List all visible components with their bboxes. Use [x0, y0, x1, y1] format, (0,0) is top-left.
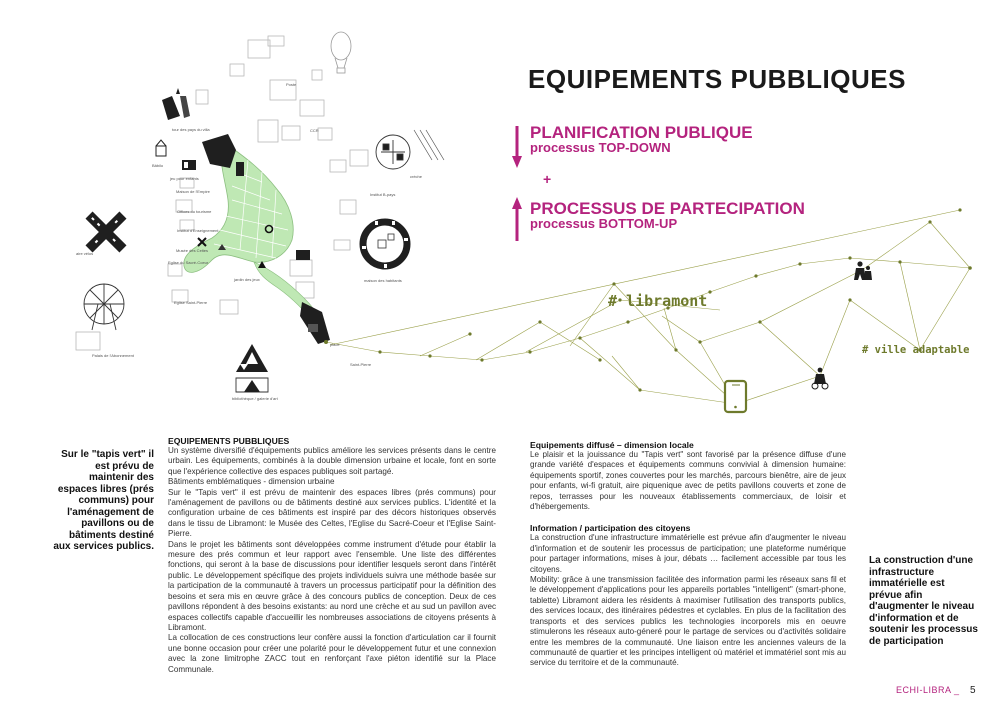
map-label-maison-h: maison des habitants: [364, 278, 402, 283]
map-label-jardin: jardin des jeux: [234, 277, 260, 282]
map-label-palais: Palais de l'Abonnement: [92, 353, 134, 358]
bench-icon: [414, 130, 444, 160]
arrow-down-icon: [512, 126, 522, 173]
people-icon: [854, 261, 872, 280]
map-label-tour: tour des pays du villa: [172, 127, 210, 132]
map-label-saint-pierre: Saint-Pierre: [350, 362, 372, 367]
creche-icon: [376, 135, 410, 169]
col1-heading: EQUIPEMENTS PUBBLIQUES: [168, 436, 290, 446]
bibliotheque-icon: [236, 344, 268, 392]
top-down-heading: PLANIFICATION PUBLIQUE: [530, 123, 753, 142]
map-label-eglise-sc: Eglise du Sacré-Coeur: [168, 260, 209, 265]
map-label-institut-b: Institut B-pays: [370, 192, 396, 197]
column-diffuse: [530, 440, 846, 669]
babilo-icon: [156, 140, 166, 156]
top-down-block: [530, 124, 753, 155]
smartphone-icon: [725, 381, 746, 412]
map-label-poste: Poste: [286, 82, 297, 87]
col2-heading-information: Information / participation des citoyens: [530, 523, 691, 534]
col2-paragraph: Le plaisir et la jouissance du "Tapis vert" sont favorisé par la présence diffuse d'une grande variété d'espaces et équipements communs convivial à dimension humaine: équipements sportif, zones couvertes pour les marchés, parcours bienêtre, aire de jeux pour enfants, wi-fi gratuit, aire piquenique avec de petits pavillons couverts et zone de repos, terrasses pour les nouveaux établissements commerciaux, de loisir et d'hébergements.: [530, 450, 846, 512]
map-label-eglise-sp: Eglise Saint-Pierre: [174, 300, 208, 305]
building-footprints: [76, 36, 368, 350]
top-down-sub: processus TOP-DOWN: [530, 140, 671, 155]
map-label-jeu: jeu pour enfants: [170, 176, 199, 181]
col1-paragraph: Dans le projet les bâtiments sont développées comme instrument d'étude pour établir la mesure des prés commun et leur rapport avec l'ensemble. Une liste des différentes fonctions, qui seront à la base de discussions pour identifier lesquels seront dans l'intérêt public. Le développement spécifique des projets individuels suivra une méthode basée sur la participation de la communauté à travers un processus participatif pour la définition des besoins et sera mis en œuvre grâce à des concours publics de conception. Deux de ces pavillons répondent à des besoins existants: au nord une crèche et au sud un pavillon avec espaces collectifs capable d'accueillir les nombreuses associations de citoyens présents à Libramont.: [168, 539, 496, 632]
map-label-musee: Musée des Celtes: [176, 248, 209, 253]
map-label-ccr: CCR: [310, 128, 319, 133]
arrow-up-icon: [512, 197, 522, 246]
col2-paragraph: Mobility: grâce à une transmission facilitée des information parmi les réseaux sans fil et le développement d'applications pour les appareils portables "intelligent" (smart-phone, tablette) Libramont aidera les résidents à maximiser l'utilisation des transports publics, des services locaux, des itinéraires pédestres et cyclables. En plus de la facilitation des transports et des services publics les technologies incorporels mis en oeuvre stimulerons les réseaux auto-géneré pour le partage de services ou d'activités solidaire entre les membres de la communauté. Une liaison entre les anciennes valeurs de la communauté de quartier et les principes intelligent où matériel et immatériel sont mis au service du territoire et de la communauté.: [530, 575, 846, 668]
col1-paragraph: La collocation de ces constructions leur confère aussi la fonction d'articulation car il fournit une bonne occasion pour créer une polarité pour le développement futur et une connexion avec la zone limitrophe ZACC tout en renforçant l'axe piéton identifié sur la Place Communale.: [168, 633, 496, 674]
bottom-up-heading: PROCESSUS DE PARTECIPATION: [530, 199, 805, 218]
tag-libramont: # libramont: [608, 292, 708, 310]
maison-habitants-icon: [362, 221, 408, 268]
footer-label: ECHI-LIBRA _: [896, 685, 960, 695]
map-label-aire-velos: aire vélos: [76, 251, 94, 256]
col2-paragraph: La construction d'une infrastructure immatérielle est prévue afin d'augmenter le niveau d'information et de soutenir les processus de participation; une plateforme numérique pour partager informations, mises à jour, débats … facilement accessible par tous les citoyens.: [530, 533, 846, 574]
left-sidenote: Sur le "tapis vert" il est prévu de maintenir des espaces libres (prés communs) pour l'aménagement de pavillons ou de bâtiments destiné aux services publics.: [53, 449, 154, 552]
col1-paragraph: Un système diversifié d'équipements publics améliore les services présents dans le centre urbain. Les équipements, combinés à la double dimension urbaine et locale, font en sorte que l'expérience collective des espaces publiques soit partagé.: [168, 446, 496, 476]
map-label-creche: crèche: [410, 174, 423, 179]
map-label-maison: Maison de l'Empire: [176, 189, 210, 194]
col2-heading-diffuse: Equipements diffusé – dimension locale: [530, 440, 694, 450]
playground-icon: [182, 160, 196, 170]
map-label-babilo: Bâbilo: [152, 163, 164, 168]
map-label-institut: Institut d'Enseignement: [177, 228, 219, 233]
page-title: EQUIPEMENTS PUBBLIQUES: [528, 64, 906, 94]
col1-paragraph: Sur le "Tapis vert" il est prévu de maintenir des espaces libres (prés communs) pour l'aménagement de pavillons ou de bâtiments destiné aux services publics. L'identité et la configuration urbaine de ces bâtiments est inspiré par des décors historiques observés dans le tissu de Libramont: le Musée des Celtes, l'Eglise du Sacré-Coeur et l'Eglise Saint-Pierre.: [168, 487, 496, 539]
page-number: 5: [969, 685, 976, 696]
bottom-up-sub: processus BOTTOM-UP: [530, 216, 678, 231]
column-equipements: [168, 436, 496, 675]
map-label-place: place: [330, 342, 340, 347]
ferris-wheel-icon: [84, 284, 124, 330]
right-sidenote: La construction d'une infrastructure immatérielle est prévue afin d'augmenter le niveau d'information et de soutenir les processus de participation: [869, 555, 978, 647]
balloon-icon: [331, 32, 351, 73]
tower-icon: [162, 88, 190, 120]
col1-paragraph: Bâtiments emblématiques - dimension urbaine: [168, 477, 335, 487]
map-label-bibliotheque: bibliothèque / galerie d'art: [232, 396, 278, 401]
bottom-up-block: [530, 200, 805, 231]
tag-ville-adaptable: # ville adaptable: [862, 344, 970, 356]
footer: [896, 680, 976, 698]
plus-sign: +: [543, 171, 552, 187]
map-label-offices: Offices du tourisme: [177, 209, 212, 214]
